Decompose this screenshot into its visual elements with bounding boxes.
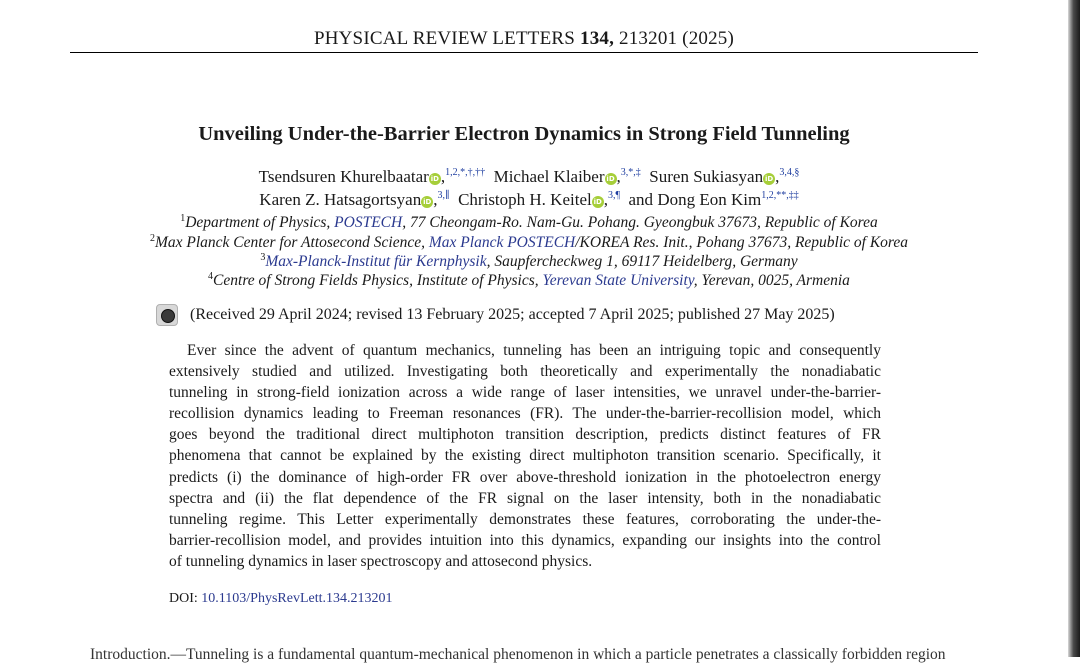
orcid-icon[interactable]: iD xyxy=(764,175,774,183)
orcid-icon[interactable]: iD xyxy=(606,175,615,183)
abstract-line: recollision dynamics leading to Freeman resonances (FR). The under-the-barrier-recollision model, which xyxy=(169,405,881,423)
doi-link[interactable]: 10.1103/PhysRevLett.134.213201 xyxy=(201,591,393,606)
abstract-line: spectra and (ii) the flat dependence of the FR signal on the laser intensity, both in the nonadiabatic xyxy=(169,489,881,507)
affiliation-1 xyxy=(0,214,1058,232)
affiliation-3 xyxy=(0,253,1058,271)
affil-text: , Saupfercheckweg 1, 69117 Heidelberg, Germany xyxy=(486,253,798,270)
author-affil-sup[interactable]: 3,4,§ xyxy=(779,167,800,178)
affiliation-4 xyxy=(0,272,1058,290)
journal-volume: 134, xyxy=(580,28,615,49)
affil-text: Max Planck Center for Attosecond Science, xyxy=(154,234,429,251)
author-line-2: Karen Z. Hatsagortsyan iD ,$^{3,\parallel}$ Christoph H. Keitel iD ,$^{3,\P}$ and Dong Eon Kim$^{1,2,**,\ddagger\ddagger}$ xyxy=(259,190,799,209)
affil-text: Centre of Strong Fields Physics, Institute of Physics, xyxy=(213,272,543,289)
author-connector: and xyxy=(628,190,654,209)
orcid-icon[interactable]: iD xyxy=(423,198,432,206)
affil-text: , 77 Cheongam-Ro. Nam-Gu. Pohang. Gyeongbuk 37673, Republic of Korea xyxy=(402,214,878,231)
article-number: 213201 (2025) xyxy=(619,28,735,49)
author-name: Tsendsuren Khurelbaatar xyxy=(258,167,429,186)
doi-line xyxy=(169,591,392,607)
header-rule xyxy=(70,52,978,53)
affil-text: Department of Physics, xyxy=(185,214,335,231)
affil-link[interactable]: POSTECH xyxy=(334,214,403,231)
affil-number: 4 xyxy=(208,271,214,282)
author-name: Suren Sukiasyan xyxy=(649,167,764,186)
abstract-line: goes beyond the traditional direct multiphoton transition description, predicts distinct features of FR xyxy=(169,426,881,444)
abstract-line: Ever since the advent of quantum mechanics, tunneling has been an intriguing topic and consequently xyxy=(187,342,881,359)
journal-name: PHYSICAL REVIEW LETTERS xyxy=(313,28,576,49)
paper-title: Unveiling Under-the-Barrier Electron Dynamics in Strong Field Tunneling xyxy=(198,123,850,145)
abstract-line: tunneling regime. This Letter experimentally demonstrates these features, corroborating the under-the- xyxy=(169,510,881,528)
page-edge-shadow xyxy=(1068,0,1080,657)
author-line-1: Tsendsuren Khurelbaatar iD ,$^{1,2,*,\dagger,\dagger\dagger}$ Michael Klaiber iD ,$^{3,*,\ddagger}$ Suren Sukiasyan iD ,$^{3,4,\S}$ xyxy=(258,167,800,186)
affil-link[interactable]: Yerevan State University xyxy=(542,272,694,289)
body-text-cut-line: Introduction.—Tunneling is a fundamental quantum-mechanical phenomenon in which a particle penetrates a classically forbidden region xyxy=(90,646,946,663)
author-affil-sup[interactable]: 3,∥ xyxy=(437,190,450,201)
author-name: Karen Z. Hatsagortsyan xyxy=(259,190,422,209)
orcid-icon[interactable]: iD xyxy=(593,198,602,206)
abstract-line: of tunneling dynamics in laser spectroscopy and attosecond physics. xyxy=(169,552,593,570)
abstract xyxy=(169,340,881,572)
affil-text: , Yerevan, 0025, Armenia xyxy=(693,272,850,289)
history-icon[interactable] xyxy=(156,304,178,326)
affil-link[interactable]: Max-Planck-Institut für Kernphysik xyxy=(265,253,487,270)
journal-header xyxy=(70,28,978,50)
doi-label: DOI: xyxy=(169,591,198,606)
author-affil-sup[interactable]: 1,2,**,‡‡ xyxy=(761,190,799,201)
affiliation-2 xyxy=(0,234,1058,252)
received-dates: (Received 29 April 2024; revised 13 February 2025; accepted 7 April 2025; published 27 May 2025) xyxy=(190,306,835,323)
abstract-line: predicts (i) the dominance of high-order FR over above-threshold ionization in the photoelectron energy xyxy=(169,468,881,486)
author-name: Dong Eon Kim xyxy=(657,190,762,209)
author-name: Christoph H. Keitel xyxy=(458,190,592,209)
author-name: Michael Klaiber xyxy=(493,167,605,186)
publication-history xyxy=(150,304,920,326)
affil-text: /KOREA Res. Init., Pohang 37673, Republic of Korea xyxy=(575,234,909,251)
abstract-line: barrier-recollision model, and provides intuition into this dynamics, expanding our insights into the control xyxy=(169,531,881,549)
author-affil-sup[interactable]: 3,¶ xyxy=(607,190,621,201)
author-affil-sup[interactable]: 3,*,‡ xyxy=(620,167,641,178)
abstract-line: extensively studied and utilized. Investigating both theoretically and experimentally the nonadiabatic xyxy=(169,363,881,381)
orcid-icon[interactable]: iD xyxy=(430,175,439,183)
author-affil-sup[interactable]: 1,2,*,†,†† xyxy=(445,167,486,178)
affil-number: 2 xyxy=(149,233,155,244)
affil-number: 3 xyxy=(260,252,266,263)
abstract-line: phenomena that cannot be explained by the existing direct multiphoton transition scenario. Specifically, it xyxy=(169,447,881,465)
affil-number: 1 xyxy=(180,213,186,224)
abstract-line: tunneling in strong-field ionization across a wide range of laser intensities, we unravel under-the-barrier- xyxy=(169,384,881,402)
affil-link[interactable]: Max Planck POSTECH xyxy=(428,234,576,251)
